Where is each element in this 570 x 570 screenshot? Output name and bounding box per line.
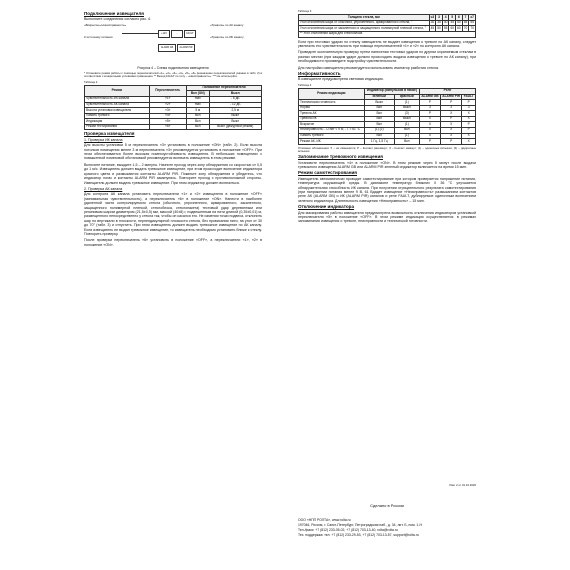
ac-tuning-text-3: Для настройки извещателя рекомендуется использовать имитатор разбития стекла. [298,65,440,70]
t4-cell: (1) [394,122,419,128]
t3-cell: Угол отклонения шара от закаленного и защищенного полимерной пленкой стекла, ° [299,26,430,32]
t2-cell: Индикация [85,119,150,125]
t4-cell: Память тревоги [299,133,365,139]
t3-note: ** Угол отклонения шара для стеклоблока [299,31,476,37]
heading-alarm-memory: Запоминание тревожного извещения [298,154,383,160]
t4-cell: (1) (2) [364,128,394,134]
t2-cell: Высота установки извещателя [85,108,150,114]
t2-cell: Режим тестирования [85,124,150,130]
t4-cell: 1 Гц, 1,5 Гц [364,139,394,145]
t4-cell: Х [462,116,476,122]
t4-cell: Х [419,133,440,139]
t4-cell: Р [419,139,440,145]
label-alarm-pir: «Тревога» по ИК каналу [210,34,244,39]
t3-cell: 70 [470,25,474,30]
t2-cell: «2» [149,102,187,108]
figure-caption: Рисунок 4 – Схема подключения извещателя [137,65,209,70]
t4-cell: (1) [394,133,419,139]
ac-tuning-text-1: Если при тестовых ударах по стеклу извещатель не выдает извещения о тревоге по АК каналу, следует увеличить его чувствительность при помощи переключателей «1» и «2» по контролю АК канала. [298,39,476,48]
t4-cell: Выкл [394,116,419,122]
t4-cell: Р [462,128,476,134]
t4-cell: (3) [394,111,419,117]
t4-cell: Х [462,111,476,117]
table-modes [84,85,262,131]
t4-cell: Р [462,100,476,106]
table-glass-angles [298,14,476,37]
t2-cell: - 12 дБ [209,102,262,108]
t2-h-mode: Режим [85,85,150,96]
ir-check-text-2: Включите питание, выждите 1,5 – 2 минуты. Начните проход через зону обнаружения со скоростью от 0,5 до 1 м/с. Извещатель должен выдать тревожное извещение, при этом происходит включение индикатора красного цвета и размыкаются контакты ALARM PIR. Покиньте зону обнаружения и убедитесь, что индикатор погас и контакты ALARM PIR замкнулись. Повторите проход с противоположной стороны. Извещатель должен выдать тревожное извещение. При этом индикатор должен включиться. [84,162,262,185]
t2-cell: Чувствительность АК канала [85,102,150,108]
t4-cell: Тревога ИК [299,116,365,122]
t4-cell: Вкл [394,139,419,145]
t3-cell: 70 [463,25,468,30]
t4-sh: красный [394,94,419,100]
terminal-alarm-gb: ALARM GB [158,44,176,52]
table-row [85,124,262,130]
terminal-alarm-pir: ALARM PIR [177,44,195,52]
connection-notes: * Установите режим работы с помощью переключателей «1», «2», «3», «4», «5», «6» (назначение переключателей указано в табл. 2) в соответствии с конкретными условиями применения. ** Выход FAULT по типу – «Неисправность». *** Не используйте. [84,71,262,79]
t2-cell: - 6 дБ [209,96,262,102]
t2-cell: Чувствительность ИК канала [85,96,150,102]
t4-cell: Неисправность: - U пит < 9 В; - T > 61 °С [299,128,365,134]
t4-cell: Вкл [364,133,394,139]
t2-cell: 2,5 м [209,108,262,114]
t4-sh: ALARM GB [421,93,439,98]
t2-cell: «6» [149,124,187,130]
left-column [84,12,262,249]
subheading-ir-check: 1. Проверка ИК канала [84,137,123,142]
t3-cell: 50 [457,20,461,25]
t3-cell: 45 [430,25,435,30]
t4-h: Реле [419,88,475,94]
t4-cell: Р [440,100,462,106]
t4-cell: Х [440,122,462,128]
t4-cell: Вкл [394,128,419,134]
t3-cell: 55 [470,20,474,25]
ac-tuning-text-2: Проведите окончательную проверку путем нанесения тестовых ударов по другим охраняемым стеклам в разных местах (при каждом ударе должно происходить выдача извещения о тревоге по АК каналу), при необходимости произведите подстройку чувствительности. [298,50,476,64]
ac-check-text-2: После проверки переключатель «6» установить в положение «OFF», а переключатели «1», «2» в положение «ON». [84,238,262,247]
t4-cell: Вскрытие [299,122,365,128]
t4-cell: Вкл [364,122,394,128]
t4-cell: Х [419,122,440,128]
t2-cell: «3» [149,108,187,114]
informativity-text: В извещателе предусмотрена световая индикация. [298,77,384,82]
wiring-diagram [84,24,262,64]
footer-phones: Тел./факс: +7 (812) 233-05-02, +7 (812) 703-13-40, rolta@rolta.ru [298,528,398,532]
t4-cell: З [462,105,476,111]
t4-cell: Х [440,128,462,134]
t4-cell: З [440,105,462,111]
t4-h: Индикатор (импульсов в пачке) [364,88,419,94]
table-row [299,139,476,145]
t3-h: 5 [449,15,456,21]
made-in-russia: Сделано в России [370,503,404,508]
t4-cell: Р [419,100,440,106]
t4-cell: Норма [299,105,365,111]
label-tamper: «Вскрытие»/«Неисправность» [84,22,127,27]
t4-cell: Режим АК, ИК [299,139,365,145]
terminal-12v: +12V [158,30,170,38]
label-power: К источнику питания [84,34,113,39]
terminal-gnd: - [171,30,183,38]
t2-cell: Память тревоги [85,113,150,119]
terminal-block-2 [158,44,195,52]
t4-sh: FAULT [463,93,474,98]
ir-check-text-1: Для высоты установки 5 м переключатель «3» установить в положение «ON» (табл. 2). Если высота потолков помещения менее 3 м переключатель «3» рекомендуется установить в положение «OFF». При этом обеспечивается более высокая помехоустойчивость извещателя. В небольших помещениях с повышенной помеховой обстановкой рекомендуется включать извещатель в этом режиме. [84,143,262,161]
t3-cell: 35 [437,20,441,25]
t2-cell: Выкл [209,119,262,125]
t4-h: Режим индикации [299,88,365,99]
t3-cell: Угол отклонения шара от обычного, упрочнённого, армированного стекла, ° [299,20,430,26]
t2-cell: Выкл [209,113,262,119]
t4-sh: зеленый [364,94,394,100]
t4-cell: Техническая готовность [299,100,365,106]
t2-cell: max [187,96,209,102]
t4-cell: Р [419,111,440,117]
t4-cell: Вкл [364,116,394,122]
heading-indicator-off: Отключение индикатора [298,204,355,210]
t2-cell: Вкл [187,119,209,125]
heading-check: Проверка извещателя [84,131,135,137]
t4-cell: Р [440,139,462,145]
footer-company: ООО «НПП РОЛТА», www.rolta.ru [298,518,351,522]
t3-cell: 55 [463,20,468,25]
table2-title: Таблица 2 [84,79,98,84]
t3-h: 3 [436,15,443,21]
t2-cell: 5 м [187,108,209,114]
t3-cell: 40 [443,20,448,25]
t2-cell: Выкл (дежурный режим) [209,124,262,130]
connection-intro: Выполните соединения согласно рис. 4. [84,17,152,22]
t4-cell: Выкл [394,105,419,111]
t4-cell: Р [440,116,462,122]
table-row [299,31,476,37]
t3-h: 7 [462,15,469,21]
alarm-memory-text: Установите переключатель «4» в положение «ON». В этом режиме через 5 минут после выдачи тревожного извещения ALARM GB или ALARM PIR зеленый индикатор включается на время 15 мин. [298,160,476,169]
table-indication [298,88,476,145]
t2-cell: «5» [149,119,187,125]
t4-cell: Вкл [364,111,394,117]
t4-cell: З [419,105,440,111]
t4-cell: Тревога АК [299,111,365,117]
t4-cell: Х [462,133,476,139]
t3-h: ≤3 [430,14,435,19]
t2-cell: «4» [149,113,187,119]
t2-h-switch: Переключатель [149,85,187,96]
t3-cell: 60 [450,25,455,30]
t4-cell: Х [440,111,462,117]
terminal-fault: FAULT [184,30,196,38]
table4-legend: Условные обозначения: Х – не изменяется; Р – Контакт разомкнут; З – Контакт замкнут; (1) – одиночные вспышки; (2) – двукратные вспышки [298,145,476,153]
t4-cell: Вкл [364,105,394,111]
wire-left [122,33,158,34]
t2-cell: Вкл [187,113,209,119]
label-alarm-gb: «Тревога» по АК каналу [210,22,244,27]
right-column [298,10,476,226]
table3-title: Таблица 3 [298,9,312,13]
t4-sh: ALARM PIR [442,93,461,98]
t3-cell: 50 [437,25,441,30]
subheading-ac-check: 2. Проверка АК канала [84,186,123,191]
table4-body [299,100,476,145]
t2-h-off: Выкл [209,91,262,97]
heading-connection: Подключение извещателя [84,11,144,16]
terminal-block [158,30,196,38]
t2-cell: Вкл [187,124,209,130]
t3-cell: 60 [457,25,461,30]
revision-mark: Изм. 2 от 01.10.2020 [449,483,476,487]
ac-check-text-1: Для контроля АК канала установить переключатели «1» и «2» извещателя в положение «OFF» (минимальная чувствительность), а переключатель «6» в положение «ON». Нанести в наиболее удаленной части контролируемого стекла (обычного, упрочненного, армированного, закаленного, защищенного полимерной пленкой, стеклоблока, стеклопакета) тестовый удар деревянным или резиновым шаром диаметром (21,5±0,5) мм, массой (40±8) г, подвешенным на нити длиной (0,35±0,01) м, размещенного непосредственно у стекла так, чтобы он касался его. Не изменяя точки подвеса, отклонить шар по вертикали в плоскости, перпендикулярной плоскости стекла, без провисания нити, на угол от 30 до 70° (табл. 3) и отпустить. При этом извещатель должен выдать тревожное извещение по АК каналу. Если извещатель не выдал тревожное извещение, то извещатель необходимо установить ближе к стеклу. Повторить проверку. [84,192,262,236]
t3-h: 6 [456,15,463,21]
t3-h: 4 [442,15,449,21]
heading-informativity: Информативность [298,70,341,76]
t4-cell: Х [419,128,440,134]
t2-h-position: Положение переключателя [187,85,262,91]
heading-self-test: Режим самотестирования [298,170,357,176]
t2-cell: max [187,102,209,108]
t4-cell: Х [462,139,476,145]
footer-address: 197046, Россия, г. Санкт-Петербург, Петроградская наб., д. 34, лит. Б, пом. 1-Н [298,523,422,527]
t4-cell: Х [419,116,440,122]
t3-cell: 30 [430,20,435,25]
t3-h: Толщина стекла, мм [299,15,430,21]
t3-cell: 45 [450,20,455,25]
t3-cell: 55 [443,25,448,30]
self-test-text: Извещатель автоматически проводит самотестирование при котором проверяется напряжение питания, температура окружающей среды. В диапазоне температур ближних Х 36 °С улучшается обнаружительная способность ИК канала. При получении отрицательного результата самотестирования (при напряжении питания менее 9 В, 61 Вдадет извещение «Неисправность» размыканием контактов реле АК (ALARM GB) и ИК (ALARM PIR) каналов и реле FAULT, дублируемое одиночным включением зеленого индикатора. Длительность извещения «Неисправность» – 15 мин. [298,176,476,203]
table4-title: Таблица 4 [298,82,312,87]
t4-cell: Р [462,122,476,128]
t4-cell: Выкл [364,100,394,106]
t2-cell: «1» [149,96,187,102]
indicator-off-text: Для маскирования работы извещателя предусмотрена возможность отключения индикаторов установкой переключателя «5» в положение «OFF». В этом режиме индикация осуществляется: в режимах запоминания извещения о тревоге, неисправности и технической готовности. [298,210,476,224]
t3-h: ≥7 [470,14,474,19]
t4-cell: Х [440,133,462,139]
footer-support: Тех. поддержка: тел. +7 (812) 233-29-53, +7 (812) 703-13-57, support@rolta.ru [298,533,419,537]
t2-h-on: Вкл (ON) [187,91,209,97]
t4-cell: (1) [394,100,419,106]
